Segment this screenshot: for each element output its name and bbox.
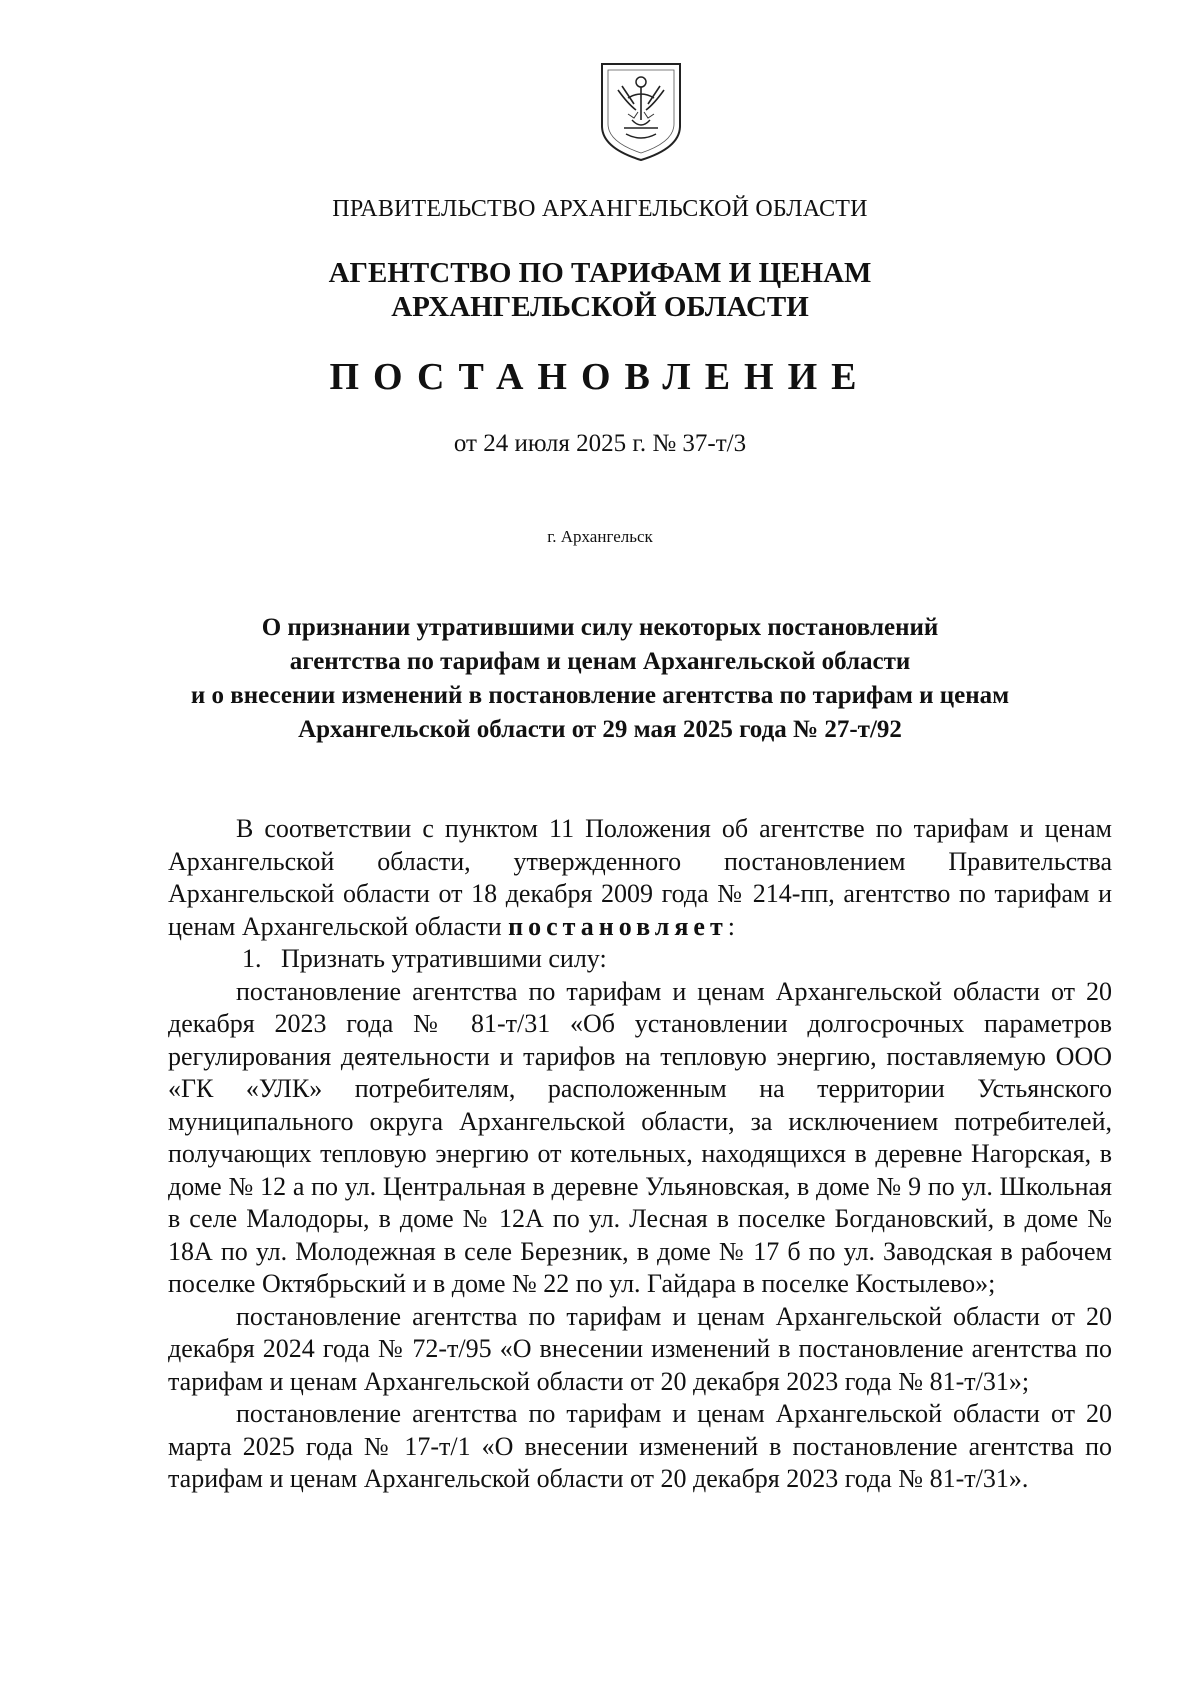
document-body	[168, 813, 1112, 1496]
intro-keyword: постановляет	[508, 911, 728, 941]
title-line-3: и о внесении изменений в постановление агентства по тарифам и ценам	[190, 682, 1010, 709]
title-line-4: Архангельской области от 29 мая 2025 года № 27-т/92	[298, 716, 902, 743]
agency-name-line-2: АРХАНГЕЛЬСКОЙ ОБЛАСТИ	[391, 291, 809, 323]
agency-name-line-1: АГЕНТСТВО ПО ТАРИФАМ И ЦЕНАМ	[328, 257, 872, 289]
document-date-number: от 24 июля 2025 г. № 37-т/3	[453, 430, 747, 457]
intro-paragraph	[168, 813, 1112, 943]
repealed-decree-2: постановление агентства по тарифам и ценам Архангельской области от 20 декабря 2024 года № 72-т/95 «О внесении изменений в постановление агентства по тарифам и ценам Архангельской области от 20 декабря 2023 года № 81-т/31»;	[168, 1301, 1112, 1396]
title-line-2: агентства по тарифам и ценам Архангельской области	[289, 648, 911, 675]
document-title	[0, 611, 1200, 747]
intro-end: :	[727, 911, 735, 941]
agency-name	[0, 256, 1200, 324]
document-type-heading: ПОСТАНОВЛЕНИЕ	[329, 356, 871, 398]
repealed-decree-3: постановление агентства по тарифам и ценам Архангельской области от 20 марта 2025 года № 17-т/1 «О внесении изменений в постановление агентства по тарифам и ценам Архангельской области от 20 декабря 2023 года № 81-т/31».	[168, 1399, 1112, 1493]
document-city: г. Архангельск	[547, 527, 653, 546]
government-name: ПРАВИТЕЛЬСТВО АРХАНГЕЛЬСКОЙ ОБЛАСТИ	[332, 196, 868, 222]
item-1-heading: 1. Признать утратившими силу:	[242, 944, 607, 973]
coat-of-arms-emblem	[598, 60, 684, 164]
intro-text: В соответствии с пунктом 11 Положения об агентстве по тарифам и ценам Архангельской области, утвержденного постановлением Правительства Архангельской области от 18 декабря 2009 года № 214-пп, агентство по тарифам и ценам Архангельской области	[168, 814, 1112, 941]
repealed-decree-1: постановление агентства по тарифам и ценам Архангельской области от 20 декабря 2023 года № 81-т/31 «Об установлении долгосрочных параметров регулирования деятельности и тарифов на тепловую энергию, поставляемую ООО «ГК «УЛК» потребителям, расположенным на территории Устьянского муниципального округа Архангельской области, за исключением потребителей, получающих тепловую энергию от котельных, находящихся в деревне Нагорская, в доме № 12 а по ул. Центральная в деревне Ульяновская, в доме № 9 по ул. Школьная в селе Малодоры, в доме № 12А по ул. Лесная в поселке Богдановский, в доме № 18А по ул. Молодежная в селе Березник, в доме № 17 б по ул. Заводская в рабочем поселке Октябрьский и в доме № 22 по ул. Гайдара в поселке Костылево»;	[168, 976, 1112, 1298]
title-line-1: О признании утратившими силу некоторых постановлений	[261, 614, 939, 641]
